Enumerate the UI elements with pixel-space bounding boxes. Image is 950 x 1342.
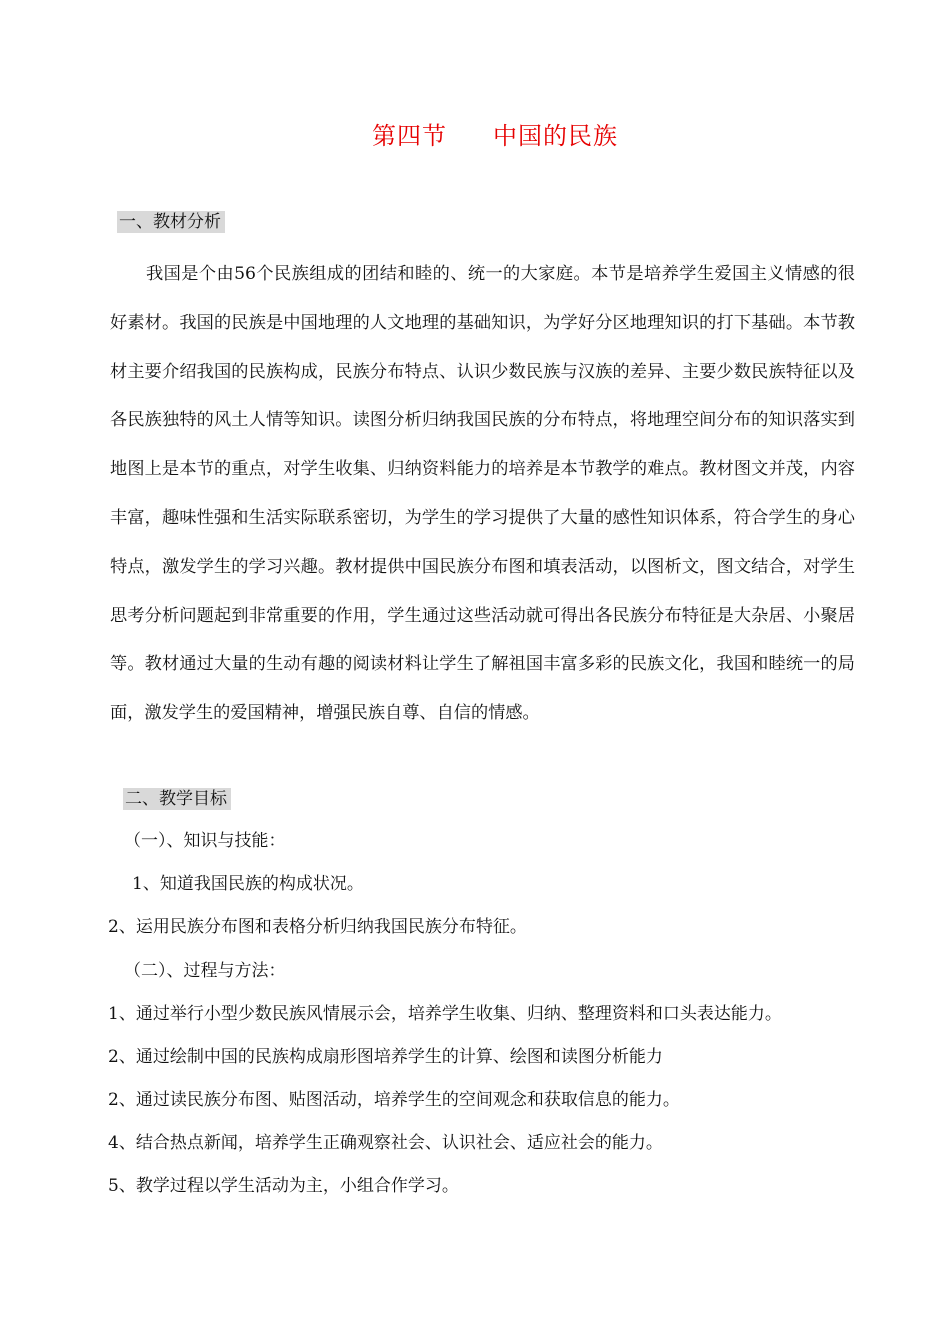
section-heading-textbook-analysis: 一、教材分析 [117, 211, 225, 233]
list-item: 2、通过读民族分布图、贴图活动，培养学生的空间观念和获取信息的能力。 [108, 1090, 680, 1110]
list-item: 2、通过绘制中国的民族构成扇形图培养学生的计算、绘图和读图分析能力 [108, 1047, 663, 1067]
list-item: 1、知道我国民族的构成状况。 [132, 874, 364, 894]
list-item: 1、通过举行小型少数民族风情展示会，培养学生收集、归纳、整理资料和口头表达能力。 [108, 1004, 782, 1024]
subheading-knowledge-skills: （一）、知识与技能： [124, 831, 286, 851]
title-part-1: 第四节 [372, 122, 447, 150]
section-heading-teaching-goals: 二、教学目标 [123, 788, 231, 810]
page-title [0, 116, 950, 151]
list-item: 4、结合热点新闻，培养学生正确观察社会、认识社会、适应社会的能力。 [108, 1133, 663, 1153]
subheading-process-methods: （二）、过程与方法： [124, 961, 286, 981]
title-part-2: 中国的民族 [493, 122, 618, 150]
list-item: 5、教学过程以学生活动为主，小组合作学习。 [108, 1176, 459, 1196]
textbook-analysis-paragraph: 我国是个由56个民族组成的团结和睦的、统一的大家庭。本节是培养学生爱国主义情感的很好素材。我国的民族是中国地理的人文地理的基础知识，为学好分区地理知识的打下基础。本节教材主要介绍我国的民族构成，民族分布特点、认识少数民族与汉族的差异、主要少数民族特征以及各民族独特的风土人情等知识。读图分析归纳我国民族的分布特点，将地理空间分布的知识落实到地图上是本节的重点，对学生收集、归纳资料能力的培养是本节教学的难点。教材图文并茂，内容丰富，趣味性强和生活实际联系密切，为学生的学习提供了大量的感性知识体系，符合学生的身心特点，激发学生的学习兴趣。教材提供中国民族分布图和填表活动，以图析文，图文结合，对学生思考分析问题起到非常重要的作用，学生通过这些活动就可得出各民族分布特征是大杂居、小聚居等。教材通过大量的生动有趣的阅读材料让学生了解祖国丰富多彩的民族文化，我国和睦统一的局面，激发学生的爱国精神，增强民族自尊、自信的情感。 [110, 264, 855, 724]
list-item: 2、运用民族分布图和表格分析归纳我国民族分布特征。 [108, 917, 527, 937]
